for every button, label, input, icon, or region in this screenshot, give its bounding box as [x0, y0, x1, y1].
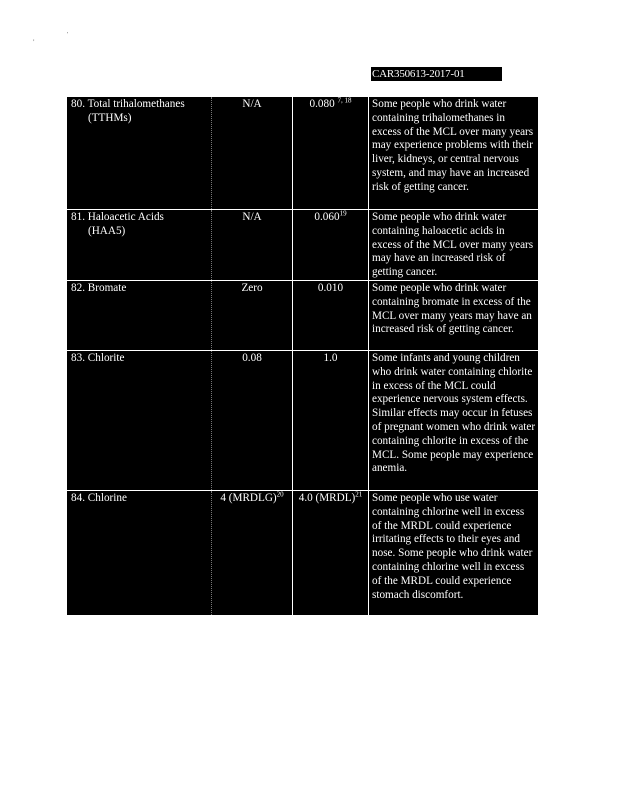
- health-effects-text: Some people who drink water containing trihalomethanes in excess of the MCL over many years may experience problems with their liver, kidneys, or central nervous system, and may have an increased risk of getting cancer.: [372, 98, 534, 193]
- mcl-value: 4.0 (MRDL): [298, 492, 356, 504]
- table-row: [67, 350, 538, 490]
- row-number: 81.: [71, 211, 85, 223]
- contaminant-name: [67, 281, 212, 350]
- mcl-value: 0.080: [309, 98, 335, 110]
- contaminant-table: [67, 97, 538, 615]
- health-effects: [369, 210, 538, 280]
- mclg-value: 0.08: [212, 351, 293, 490]
- document-code: CAR350613-2017-01: [371, 67, 502, 81]
- contaminant-label: Bromate: [87, 282, 127, 294]
- contaminant-name: [67, 491, 212, 615]
- mcl-footnote: 21: [355, 490, 363, 499]
- contaminant-name: [67, 210, 212, 280]
- mcl-cell: [293, 281, 369, 350]
- mclg-value: 4 (MRDLG): [220, 492, 277, 504]
- scan-mark: ': [67, 32, 69, 38]
- mcl-footnote: 19: [339, 209, 347, 218]
- health-effects: [369, 491, 538, 615]
- mclg-value: Zero: [212, 281, 293, 350]
- contaminant-name: [67, 351, 212, 490]
- mclg-footnote: 20: [276, 490, 284, 499]
- row-number: 80.: [71, 98, 85, 110]
- row-number: 84.: [71, 492, 85, 504]
- mcl-value: 1.0: [323, 352, 338, 364]
- mcl-cell: [293, 491, 369, 615]
- mcl-footnote: 7, 18: [337, 96, 352, 105]
- health-effects-text: Some people who drink water containing haloacetic acids in excess of the MCL over many years may have an increased risk of getting cancer.: [372, 211, 534, 279]
- mclg-value: N/A: [212, 210, 293, 280]
- contaminant-label: Chlorite: [87, 352, 125, 364]
- table-row: [67, 209, 538, 280]
- mclg-value: N/A: [212, 97, 293, 209]
- health-effects-text: Some people who use water containing chlorine well in excess of the MRDL could experience irritating effects to their eyes and nose. Some people who drink water containing chlorine well in excess of the MRDL could experience stomach discomfort.: [372, 492, 533, 601]
- health-effects: [369, 281, 538, 350]
- mcl-cell: [293, 210, 369, 280]
- contaminant-name: [67, 97, 212, 209]
- scan-mark: ,: [33, 36, 35, 42]
- mcl-value: 0.010: [317, 282, 344, 294]
- mcl-cell: [293, 97, 369, 209]
- table-row: [67, 97, 538, 209]
- table-row: [67, 280, 538, 350]
- health-effects: [369, 97, 538, 209]
- table-row: [67, 490, 538, 615]
- contaminant-abbrev: (HAA5): [88, 224, 126, 237]
- row-number: 83.: [71, 352, 85, 364]
- health-effects-text: Some people who drink water containing bromate in excess of the MCL over many years may have an increased risk of getting cancer.: [372, 282, 532, 336]
- row-number: 82.: [71, 282, 85, 294]
- health-effects-text: Some infants and young children who drink water containing chlorite in excess of the MCL could experience nervous system effects. Similar effects may occur in fetuses of pregnant women who drink water containing chlorite in excess of the MCL. Some people may experience anemia.: [372, 352, 536, 475]
- mcl-value: 0.060: [314, 211, 340, 223]
- health-effects: [369, 351, 538, 490]
- mclg-cell: [212, 491, 293, 615]
- contaminant-label: Chlorine: [87, 492, 127, 504]
- contaminant-label: Haloacetic Acids: [87, 211, 164, 223]
- contaminant-abbrev: (TTHMs): [88, 111, 132, 124]
- contaminant-label: Total trihalomethanes: [87, 98, 185, 110]
- mcl-cell: [293, 351, 369, 490]
